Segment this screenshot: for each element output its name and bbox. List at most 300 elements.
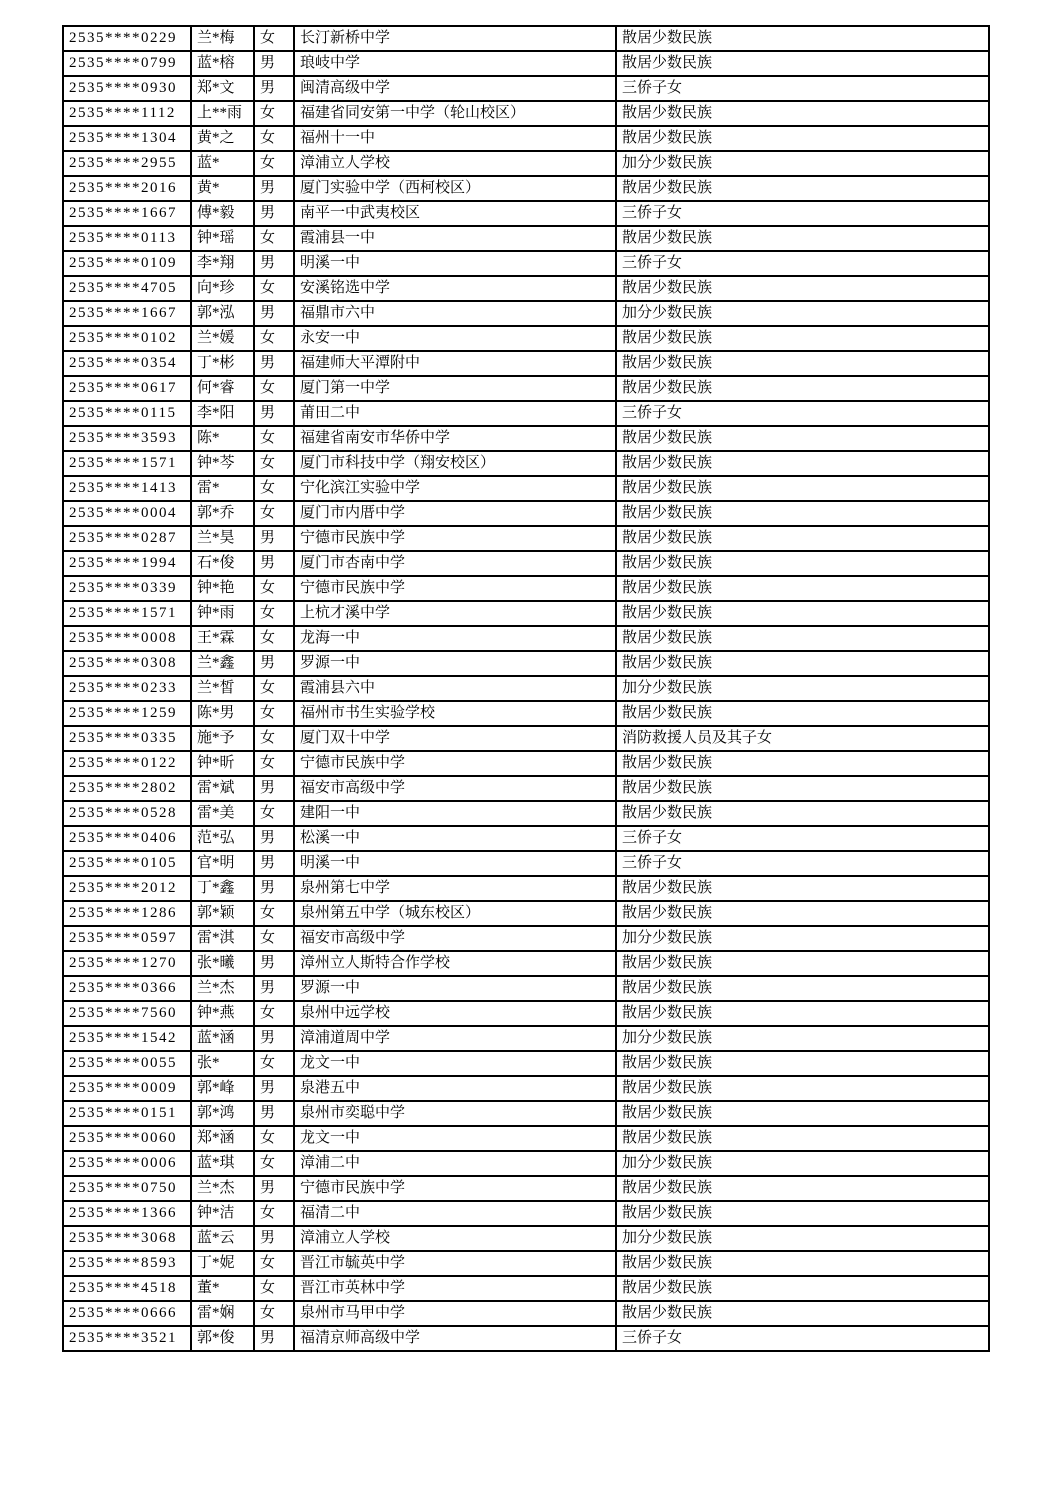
cell-exam-id: 2535****0366 bbox=[63, 976, 191, 1001]
cell-gender: 女 bbox=[254, 676, 294, 701]
table-row bbox=[63, 901, 989, 926]
cell-category: 散居少数民族 bbox=[616, 701, 989, 726]
cell-school: 厦门市杏南中学 bbox=[294, 551, 616, 576]
cell-school: 宁德市民族中学 bbox=[294, 576, 616, 601]
cell-school: 福安市高级中学 bbox=[294, 926, 616, 951]
cell-category: 散居少数民族 bbox=[616, 376, 989, 401]
cell-gender: 男 bbox=[254, 951, 294, 976]
cell-exam-id: 2535****0406 bbox=[63, 826, 191, 851]
cell-name: 蓝*云 bbox=[191, 1226, 254, 1251]
cell-exam-id: 2535****1994 bbox=[63, 551, 191, 576]
cell-gender: 女 bbox=[254, 926, 294, 951]
cell-category: 散居少数民族 bbox=[616, 101, 989, 126]
cell-category: 散居少数民族 bbox=[616, 751, 989, 776]
cell-category: 散居少数民族 bbox=[616, 176, 989, 201]
cell-gender: 女 bbox=[254, 751, 294, 776]
cell-school: 琅岐中学 bbox=[294, 51, 616, 76]
cell-name: 傅*毅 bbox=[191, 201, 254, 226]
cell-school: 泉州市马甲中学 bbox=[294, 1301, 616, 1326]
cell-exam-id: 2535****0597 bbox=[63, 926, 191, 951]
cell-name: 陈* bbox=[191, 426, 254, 451]
cell-school: 福州十一中 bbox=[294, 126, 616, 151]
applicants-table-body bbox=[63, 26, 989, 1351]
cell-exam-id: 2535****4518 bbox=[63, 1276, 191, 1301]
cell-category: 三侨子女 bbox=[616, 401, 989, 426]
cell-school: 南平一中武夷校区 bbox=[294, 201, 616, 226]
cell-exam-id: 2535****2802 bbox=[63, 776, 191, 801]
cell-exam-id: 2535****0115 bbox=[63, 401, 191, 426]
table-row bbox=[63, 801, 989, 826]
cell-exam-id: 2535****0666 bbox=[63, 1301, 191, 1326]
cell-school: 宁化滨江实验中学 bbox=[294, 476, 616, 501]
cell-school: 霞浦县一中 bbox=[294, 226, 616, 251]
cell-name: 丁*鑫 bbox=[191, 876, 254, 901]
cell-school: 安溪铭选中学 bbox=[294, 276, 616, 301]
cell-school: 宁德市民族中学 bbox=[294, 1176, 616, 1201]
cell-exam-id: 2535****2012 bbox=[63, 876, 191, 901]
cell-name: 蓝*榕 bbox=[191, 51, 254, 76]
cell-name: 王*霖 bbox=[191, 626, 254, 651]
cell-school: 厦门市科技中学（翔安校区） bbox=[294, 451, 616, 476]
cell-gender: 男 bbox=[254, 551, 294, 576]
cell-name: 蓝* bbox=[191, 151, 254, 176]
cell-gender: 男 bbox=[254, 876, 294, 901]
cell-school: 明溪一中 bbox=[294, 251, 616, 276]
cell-gender: 女 bbox=[254, 501, 294, 526]
cell-name: 雷*淇 bbox=[191, 926, 254, 951]
table-row bbox=[63, 26, 989, 51]
cell-school: 漳浦立人学校 bbox=[294, 151, 616, 176]
table-row bbox=[63, 651, 989, 676]
table-row bbox=[63, 776, 989, 801]
table-row bbox=[63, 501, 989, 526]
cell-school: 福鼎市六中 bbox=[294, 301, 616, 326]
cell-name: 李*翔 bbox=[191, 251, 254, 276]
cell-category: 三侨子女 bbox=[616, 76, 989, 101]
cell-category: 加分少数民族 bbox=[616, 1226, 989, 1251]
cell-school: 龙文一中 bbox=[294, 1051, 616, 1076]
cell-name: 蓝*琪 bbox=[191, 1151, 254, 1176]
cell-category: 散居少数民族 bbox=[616, 351, 989, 376]
cell-school: 莆田二中 bbox=[294, 401, 616, 426]
cell-gender: 女 bbox=[254, 451, 294, 476]
cell-category: 散居少数民族 bbox=[616, 1251, 989, 1276]
cell-school: 泉州第五中学（城东校区） bbox=[294, 901, 616, 926]
table-row bbox=[63, 1126, 989, 1151]
cell-exam-id: 2535****0109 bbox=[63, 251, 191, 276]
cell-name: 钟*芩 bbox=[191, 451, 254, 476]
table-row bbox=[63, 451, 989, 476]
cell-category: 三侨子女 bbox=[616, 251, 989, 276]
cell-name: 郭*峰 bbox=[191, 1076, 254, 1101]
cell-gender: 女 bbox=[254, 476, 294, 501]
cell-name: 兰*杰 bbox=[191, 1176, 254, 1201]
table-row bbox=[63, 551, 989, 576]
table-row bbox=[63, 226, 989, 251]
cell-gender: 女 bbox=[254, 1126, 294, 1151]
cell-name: 雷*美 bbox=[191, 801, 254, 826]
cell-school: 明溪一中 bbox=[294, 851, 616, 876]
table-row bbox=[63, 951, 989, 976]
cell-exam-id: 2535****0151 bbox=[63, 1101, 191, 1126]
cell-name: 钟*艳 bbox=[191, 576, 254, 601]
cell-exam-id: 2535****1259 bbox=[63, 701, 191, 726]
cell-exam-id: 2535****0006 bbox=[63, 1151, 191, 1176]
cell-exam-id: 2535****2955 bbox=[63, 151, 191, 176]
cell-exam-id: 2535****0528 bbox=[63, 801, 191, 826]
cell-name: 张* bbox=[191, 1051, 254, 1076]
table-row bbox=[63, 676, 989, 701]
cell-gender: 女 bbox=[254, 626, 294, 651]
table-row bbox=[63, 1251, 989, 1276]
cell-school: 福清二中 bbox=[294, 1201, 616, 1226]
cell-name: 郑*文 bbox=[191, 76, 254, 101]
cell-category: 散居少数民族 bbox=[616, 326, 989, 351]
cell-school: 福安市高级中学 bbox=[294, 776, 616, 801]
cell-category: 散居少数民族 bbox=[616, 276, 989, 301]
cell-name: 郭*颖 bbox=[191, 901, 254, 926]
cell-exam-id: 2535****0750 bbox=[63, 1176, 191, 1201]
cell-school: 长汀新桥中学 bbox=[294, 26, 616, 51]
cell-category: 散居少数民族 bbox=[616, 651, 989, 676]
table-row bbox=[63, 826, 989, 851]
cell-gender: 男 bbox=[254, 776, 294, 801]
cell-gender: 男 bbox=[254, 176, 294, 201]
cell-school: 厦门市内厝中学 bbox=[294, 501, 616, 526]
cell-exam-id: 2535****0308 bbox=[63, 651, 191, 676]
cell-name: 钟*雨 bbox=[191, 601, 254, 626]
cell-exam-id: 2535****0008 bbox=[63, 626, 191, 651]
cell-gender: 男 bbox=[254, 76, 294, 101]
cell-category: 散居少数民族 bbox=[616, 1301, 989, 1326]
cell-category: 散居少数民族 bbox=[616, 51, 989, 76]
cell-school: 上杭才溪中学 bbox=[294, 601, 616, 626]
cell-school: 罗源一中 bbox=[294, 651, 616, 676]
cell-gender: 女 bbox=[254, 1276, 294, 1301]
table-row bbox=[63, 276, 989, 301]
table-row bbox=[63, 876, 989, 901]
cell-exam-id: 2535****0229 bbox=[63, 26, 191, 51]
table-row bbox=[63, 376, 989, 401]
cell-gender: 女 bbox=[254, 701, 294, 726]
cell-gender: 女 bbox=[254, 226, 294, 251]
cell-school: 福建省南安市华侨中学 bbox=[294, 426, 616, 451]
cell-gender: 男 bbox=[254, 526, 294, 551]
cell-gender: 女 bbox=[254, 101, 294, 126]
cell-name: 郭*乔 bbox=[191, 501, 254, 526]
cell-exam-id: 2535****0113 bbox=[63, 226, 191, 251]
cell-gender: 男 bbox=[254, 1076, 294, 1101]
cell-gender: 男 bbox=[254, 826, 294, 851]
cell-exam-id: 2535****0004 bbox=[63, 501, 191, 526]
cell-exam-id: 2535****0930 bbox=[63, 76, 191, 101]
table-row bbox=[63, 326, 989, 351]
cell-name: 向*珍 bbox=[191, 276, 254, 301]
cell-gender: 女 bbox=[254, 576, 294, 601]
cell-exam-id: 2535****1286 bbox=[63, 901, 191, 926]
cell-exam-id: 2535****0233 bbox=[63, 676, 191, 701]
cell-name: 上**雨 bbox=[191, 101, 254, 126]
table-row bbox=[63, 926, 989, 951]
cell-category: 三侨子女 bbox=[616, 201, 989, 226]
cell-name: 兰*梅 bbox=[191, 26, 254, 51]
table-row bbox=[63, 1151, 989, 1176]
cell-category: 散居少数民族 bbox=[616, 626, 989, 651]
cell-name: 石*俊 bbox=[191, 551, 254, 576]
table-row bbox=[63, 1201, 989, 1226]
cell-exam-id: 2535****0055 bbox=[63, 1051, 191, 1076]
table-row bbox=[63, 1001, 989, 1026]
cell-school: 建阳一中 bbox=[294, 801, 616, 826]
cell-name: 钟*洁 bbox=[191, 1201, 254, 1226]
cell-exam-id: 2535****0287 bbox=[63, 526, 191, 551]
cell-gender: 男 bbox=[254, 351, 294, 376]
cell-gender: 男 bbox=[254, 251, 294, 276]
cell-name: 雷*斌 bbox=[191, 776, 254, 801]
cell-school: 厦门双十中学 bbox=[294, 726, 616, 751]
cell-school: 厦门实验中学（西柯校区） bbox=[294, 176, 616, 201]
cell-name: 郭*俊 bbox=[191, 1326, 254, 1351]
cell-gender: 女 bbox=[254, 601, 294, 626]
cell-school: 宁德市民族中学 bbox=[294, 526, 616, 551]
cell-gender: 男 bbox=[254, 1101, 294, 1126]
cell-category: 散居少数民族 bbox=[616, 1176, 989, 1201]
cell-name: 黄* bbox=[191, 176, 254, 201]
cell-name: 钟*昕 bbox=[191, 751, 254, 776]
cell-name: 钟*燕 bbox=[191, 1001, 254, 1026]
cell-name: 丁*妮 bbox=[191, 1251, 254, 1276]
cell-name: 郭*鸿 bbox=[191, 1101, 254, 1126]
cell-gender: 女 bbox=[254, 901, 294, 926]
cell-name: 张*曦 bbox=[191, 951, 254, 976]
cell-school: 宁德市民族中学 bbox=[294, 751, 616, 776]
cell-name: 陈*男 bbox=[191, 701, 254, 726]
table-row bbox=[63, 576, 989, 601]
table-row bbox=[63, 176, 989, 201]
cell-category: 散居少数民族 bbox=[616, 901, 989, 926]
cell-gender: 女 bbox=[254, 326, 294, 351]
cell-name: 范*弘 bbox=[191, 826, 254, 851]
cell-gender: 男 bbox=[254, 401, 294, 426]
cell-name: 董* bbox=[191, 1276, 254, 1301]
cell-name: 丁*彬 bbox=[191, 351, 254, 376]
cell-exam-id: 2535****1571 bbox=[63, 601, 191, 626]
cell-gender: 男 bbox=[254, 651, 294, 676]
cell-gender: 女 bbox=[254, 1151, 294, 1176]
cell-exam-id: 2535****3593 bbox=[63, 426, 191, 451]
cell-exam-id: 2535****1542 bbox=[63, 1026, 191, 1051]
cell-gender: 女 bbox=[254, 1051, 294, 1076]
cell-gender: 男 bbox=[254, 1226, 294, 1251]
cell-gender: 男 bbox=[254, 851, 294, 876]
applicants-table bbox=[62, 25, 990, 1352]
cell-gender: 女 bbox=[254, 801, 294, 826]
cell-category: 散居少数民族 bbox=[616, 226, 989, 251]
cell-category: 散居少数民族 bbox=[616, 426, 989, 451]
cell-school: 罗源一中 bbox=[294, 976, 616, 1001]
table-row bbox=[63, 1176, 989, 1201]
table-row bbox=[63, 1326, 989, 1351]
cell-gender: 男 bbox=[254, 1176, 294, 1201]
cell-school: 松溪一中 bbox=[294, 826, 616, 851]
cell-category: 散居少数民族 bbox=[616, 1076, 989, 1101]
cell-exam-id: 2535****1667 bbox=[63, 301, 191, 326]
table-row bbox=[63, 51, 989, 76]
table-row bbox=[63, 1101, 989, 1126]
cell-name: 雷* bbox=[191, 476, 254, 501]
cell-gender: 女 bbox=[254, 1001, 294, 1026]
cell-category: 加分少数民族 bbox=[616, 1151, 989, 1176]
cell-gender: 女 bbox=[254, 126, 294, 151]
cell-exam-id: 2535****0799 bbox=[63, 51, 191, 76]
cell-school: 厦门第一中学 bbox=[294, 376, 616, 401]
table-row bbox=[63, 101, 989, 126]
cell-category: 散居少数民族 bbox=[616, 501, 989, 526]
cell-exam-id: 2535****1270 bbox=[63, 951, 191, 976]
cell-category: 散居少数民族 bbox=[616, 801, 989, 826]
cell-category: 三侨子女 bbox=[616, 851, 989, 876]
cell-school: 晋江市毓英中学 bbox=[294, 1251, 616, 1276]
table-row bbox=[63, 301, 989, 326]
cell-category: 散居少数民族 bbox=[616, 451, 989, 476]
cell-category: 加分少数民族 bbox=[616, 926, 989, 951]
table-row bbox=[63, 701, 989, 726]
cell-category: 三侨子女 bbox=[616, 826, 989, 851]
table-row bbox=[63, 1301, 989, 1326]
cell-school: 龙文一中 bbox=[294, 1126, 616, 1151]
table-row bbox=[63, 1226, 989, 1251]
cell-exam-id: 2535****0339 bbox=[63, 576, 191, 601]
cell-gender: 男 bbox=[254, 976, 294, 1001]
table-row bbox=[63, 151, 989, 176]
cell-name: 兰*鑫 bbox=[191, 651, 254, 676]
cell-name: 黄*之 bbox=[191, 126, 254, 151]
cell-exam-id: 2535****4705 bbox=[63, 276, 191, 301]
cell-name: 兰*昊 bbox=[191, 526, 254, 551]
table-row bbox=[63, 251, 989, 276]
cell-exam-id: 2535****1366 bbox=[63, 1201, 191, 1226]
table-row bbox=[63, 351, 989, 376]
cell-name: 郑*涵 bbox=[191, 1126, 254, 1151]
cell-exam-id: 2535****0105 bbox=[63, 851, 191, 876]
cell-school: 晋江市英林中学 bbox=[294, 1276, 616, 1301]
cell-category: 散居少数民族 bbox=[616, 976, 989, 1001]
cell-category: 加分少数民族 bbox=[616, 151, 989, 176]
table-row bbox=[63, 401, 989, 426]
cell-category: 散居少数民族 bbox=[616, 551, 989, 576]
cell-school: 龙海一中 bbox=[294, 626, 616, 651]
table-row bbox=[63, 1076, 989, 1101]
cell-category: 三侨子女 bbox=[616, 1326, 989, 1351]
table-row bbox=[63, 601, 989, 626]
cell-category: 散居少数民族 bbox=[616, 1126, 989, 1151]
cell-category: 散居少数民族 bbox=[616, 1276, 989, 1301]
cell-school: 福建师大平潭附中 bbox=[294, 351, 616, 376]
cell-name: 兰*媛 bbox=[191, 326, 254, 351]
cell-gender: 女 bbox=[254, 1201, 294, 1226]
cell-exam-id: 2535****8593 bbox=[63, 1251, 191, 1276]
table-row bbox=[63, 1026, 989, 1051]
cell-exam-id: 2535****0102 bbox=[63, 326, 191, 351]
cell-exam-id: 2535****3068 bbox=[63, 1226, 191, 1251]
cell-category: 散居少数民族 bbox=[616, 476, 989, 501]
cell-category: 散居少数民族 bbox=[616, 951, 989, 976]
table-row bbox=[63, 426, 989, 451]
table-row bbox=[63, 851, 989, 876]
cell-name: 官*明 bbox=[191, 851, 254, 876]
cell-name: 钟*瑶 bbox=[191, 226, 254, 251]
cell-category: 散居少数民族 bbox=[616, 601, 989, 626]
cell-category: 散居少数民族 bbox=[616, 1101, 989, 1126]
cell-school: 泉港五中 bbox=[294, 1076, 616, 1101]
cell-name: 郭*泓 bbox=[191, 301, 254, 326]
cell-category: 散居少数民族 bbox=[616, 876, 989, 901]
cell-name: 施*予 bbox=[191, 726, 254, 751]
cell-category: 散居少数民族 bbox=[616, 26, 989, 51]
cell-school: 福州市书生实验学校 bbox=[294, 701, 616, 726]
cell-exam-id: 2535****1304 bbox=[63, 126, 191, 151]
cell-category: 消防救援人员及其子女 bbox=[616, 726, 989, 751]
cell-name: 兰*杰 bbox=[191, 976, 254, 1001]
cell-school: 福清京师高级中学 bbox=[294, 1326, 616, 1351]
cell-gender: 女 bbox=[254, 1251, 294, 1276]
cell-category: 散居少数民族 bbox=[616, 1001, 989, 1026]
table-row bbox=[63, 976, 989, 1001]
cell-gender: 女 bbox=[254, 426, 294, 451]
cell-school: 福建省同安第一中学（轮山校区） bbox=[294, 101, 616, 126]
cell-exam-id: 2535****1667 bbox=[63, 201, 191, 226]
cell-gender: 男 bbox=[254, 201, 294, 226]
cell-exam-id: 2535****1571 bbox=[63, 451, 191, 476]
cell-school: 泉州中远学校 bbox=[294, 1001, 616, 1026]
cell-category: 散居少数民族 bbox=[616, 776, 989, 801]
cell-gender: 女 bbox=[254, 276, 294, 301]
cell-school: 霞浦县六中 bbox=[294, 676, 616, 701]
cell-school: 闽清高级中学 bbox=[294, 76, 616, 101]
table-row bbox=[63, 751, 989, 776]
cell-name: 蓝*涵 bbox=[191, 1026, 254, 1051]
cell-category: 加分少数民族 bbox=[616, 676, 989, 701]
table-row bbox=[63, 1051, 989, 1076]
cell-exam-id: 2535****0009 bbox=[63, 1076, 191, 1101]
cell-exam-id: 2535****0335 bbox=[63, 726, 191, 751]
cell-gender: 男 bbox=[254, 1026, 294, 1051]
cell-gender: 女 bbox=[254, 376, 294, 401]
cell-category: 散居少数民族 bbox=[616, 1201, 989, 1226]
cell-school: 泉州市奕聪中学 bbox=[294, 1101, 616, 1126]
cell-gender: 女 bbox=[254, 151, 294, 176]
cell-gender: 男 bbox=[254, 1326, 294, 1351]
cell-category: 散居少数民族 bbox=[616, 576, 989, 601]
cell-school: 漳州立人斯特合作学校 bbox=[294, 951, 616, 976]
cell-gender: 女 bbox=[254, 1301, 294, 1326]
cell-category: 散居少数民族 bbox=[616, 526, 989, 551]
cell-category: 散居少数民族 bbox=[616, 126, 989, 151]
table-row bbox=[63, 201, 989, 226]
table-row bbox=[63, 126, 989, 151]
cell-exam-id: 2535****2016 bbox=[63, 176, 191, 201]
cell-school: 漳浦二中 bbox=[294, 1151, 616, 1176]
cell-exam-id: 2535****1112 bbox=[63, 101, 191, 126]
table-row bbox=[63, 76, 989, 101]
cell-category: 加分少数民族 bbox=[616, 301, 989, 326]
cell-exam-id: 2535****0122 bbox=[63, 751, 191, 776]
cell-gender: 男 bbox=[254, 301, 294, 326]
cell-exam-id: 2535****0060 bbox=[63, 1126, 191, 1151]
cell-school: 漳浦道周中学 bbox=[294, 1026, 616, 1051]
table-row bbox=[63, 476, 989, 501]
cell-exam-id: 2535****7560 bbox=[63, 1001, 191, 1026]
